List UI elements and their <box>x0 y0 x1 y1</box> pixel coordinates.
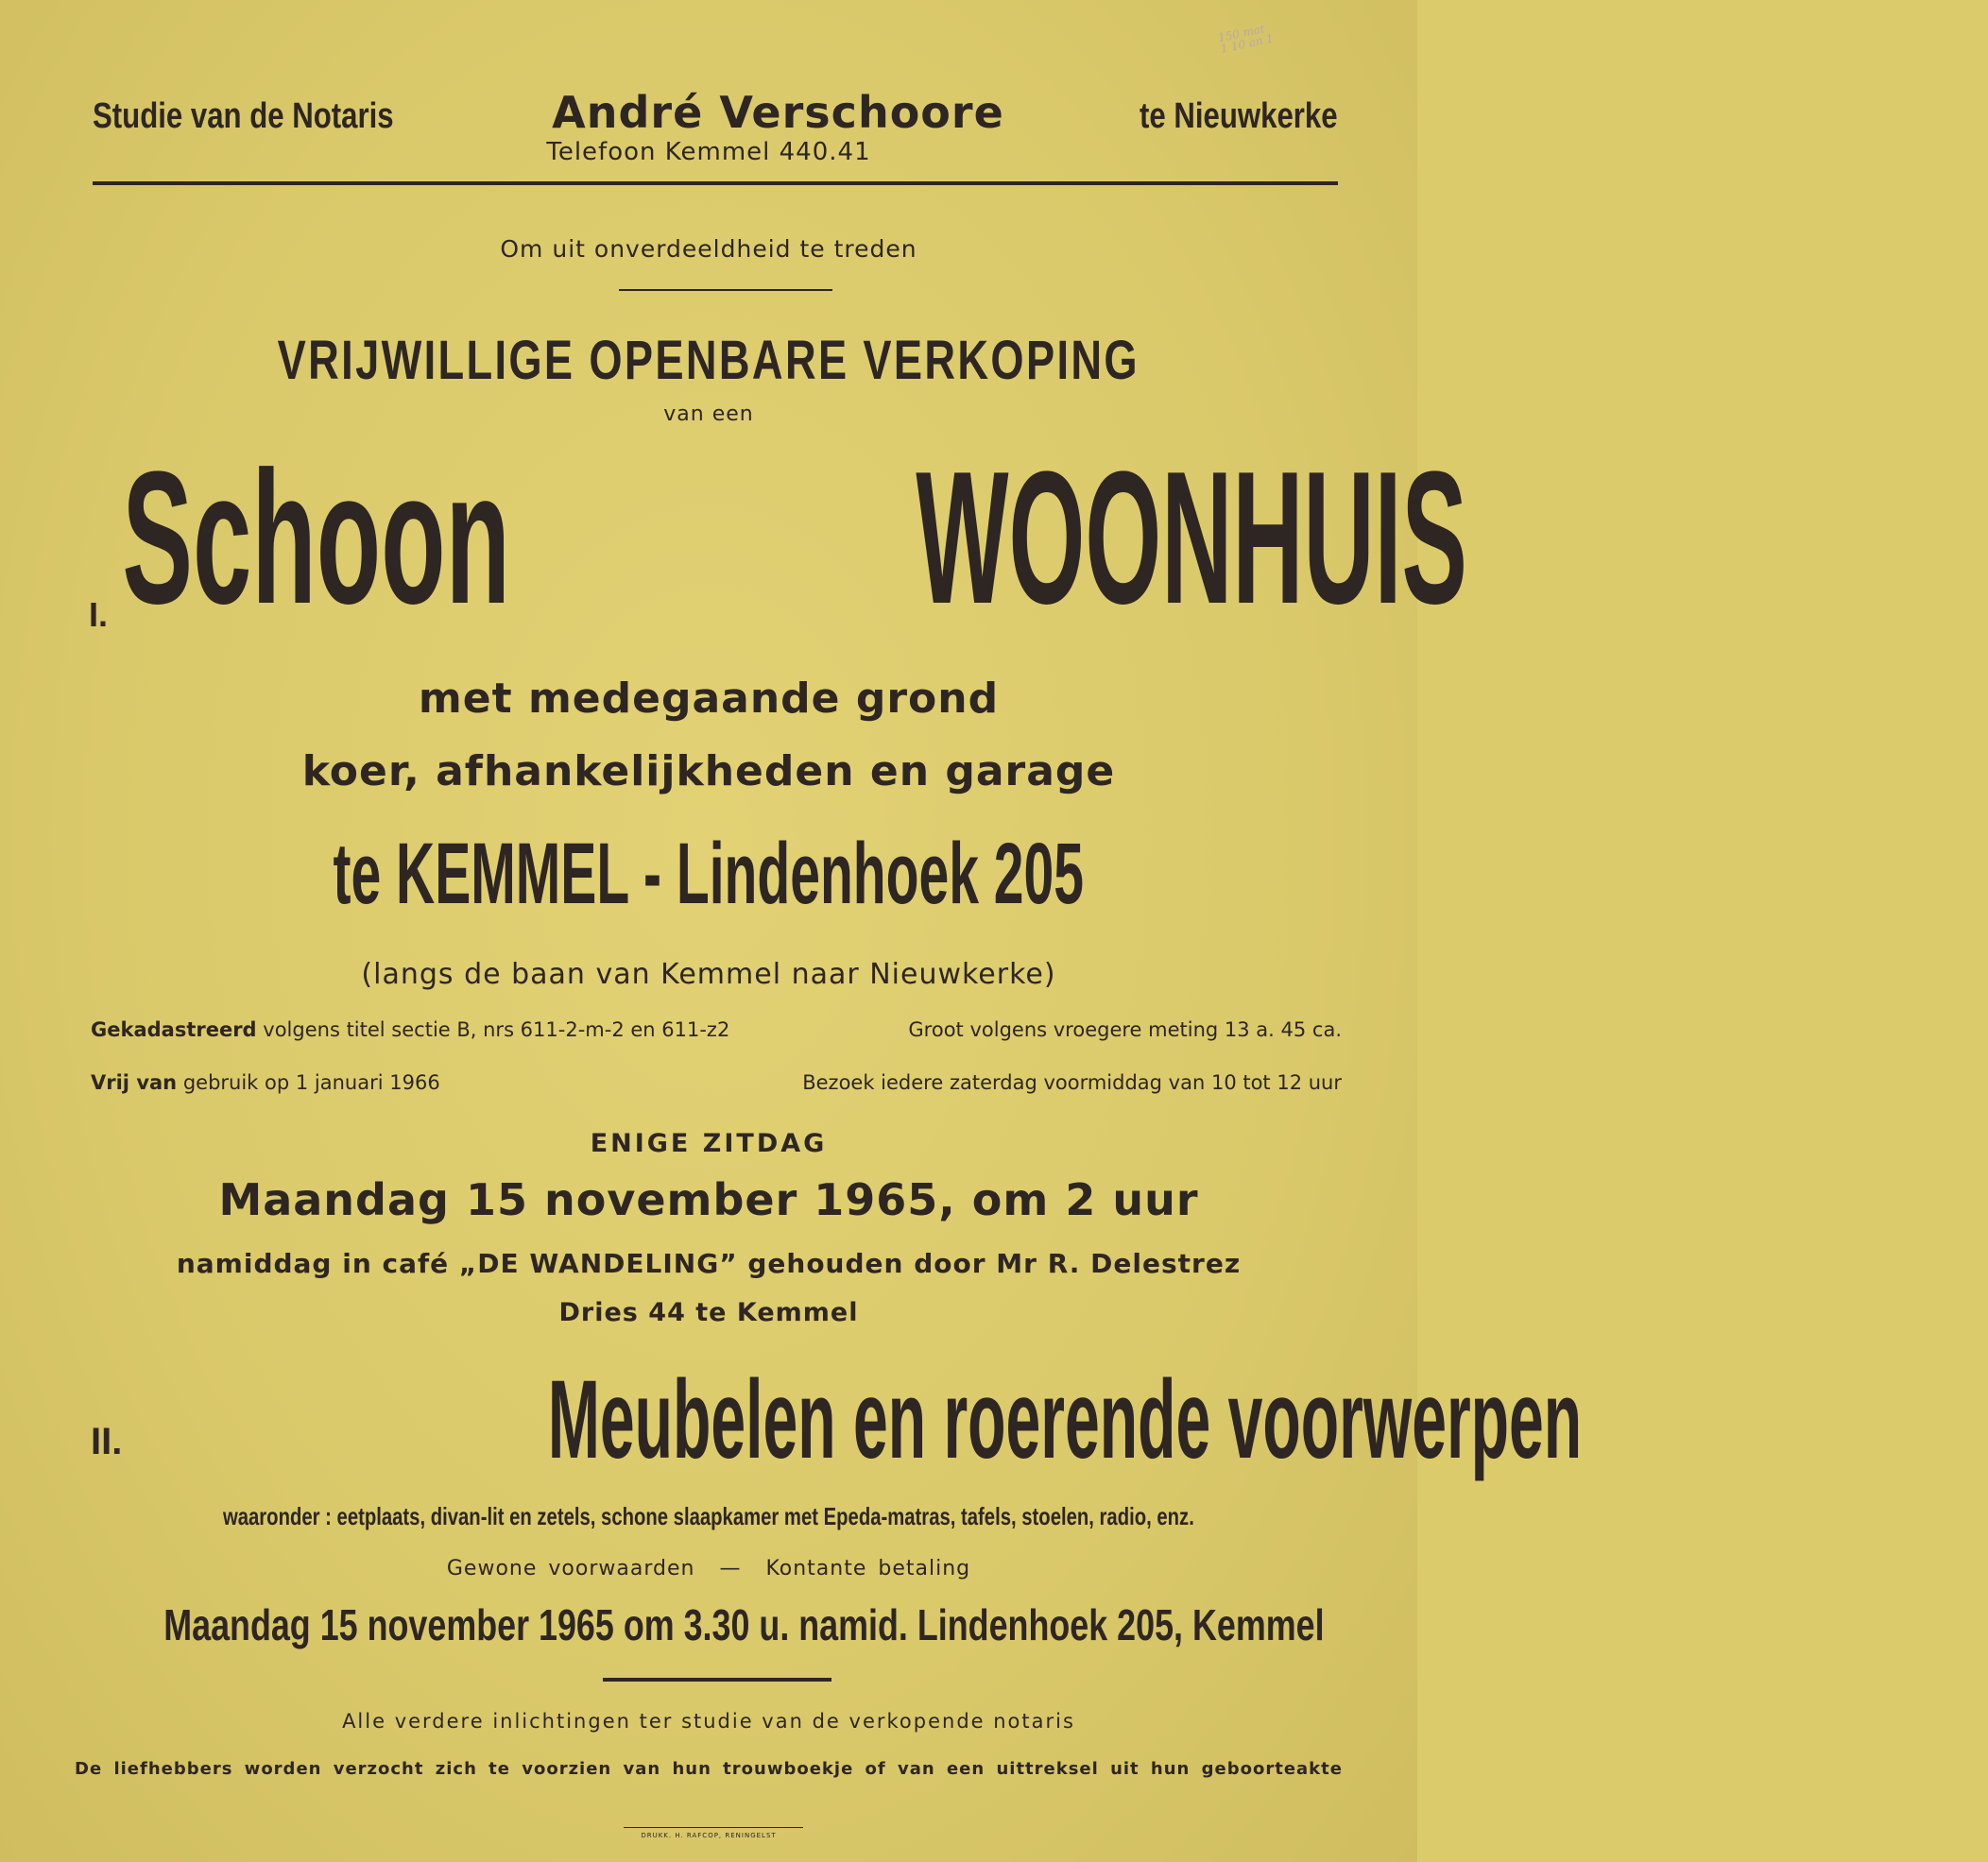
free-label: Vrij van <box>91 1071 178 1094</box>
lot2-date: Maandag 15 november 1965 om 3.30 u. namid. Lindenhoek 205, Kemmel <box>163 1600 1325 1649</box>
lot1-size: Groot volgens vroegere meting 13 a. 45 ca. <box>908 1018 1342 1041</box>
lot1-title-schoon: Schoon <box>122 433 511 643</box>
lot2-title: Meubelen en roerende voorwerpen <box>547 1358 1583 1482</box>
sale-title: VRIJWILLIGE OPENBARE VERKOPING <box>277 330 1140 391</box>
header-rule <box>93 181 1338 185</box>
lot1-location: te KEMMEL - Lindenhoek 205 <box>333 826 1085 922</box>
terms-b: Kontante betaling <box>765 1557 971 1580</box>
notary-name: André Verschoore <box>552 87 1004 138</box>
terms-a: Gewone voorwaarden <box>446 1557 695 1580</box>
lot1-line2: koer, afhankelijkheden en garage <box>301 747 1116 795</box>
free-text: gebruik op 1 januari 1966 <box>182 1071 440 1094</box>
footer-info: Alle verdere inlichtingen ter studie van de verkopende notaris <box>342 1710 1075 1733</box>
lot1-number: I. <box>89 595 109 634</box>
header-left: Studie van de Notaris <box>93 96 394 136</box>
header-right: te Nieuwkerke <box>1140 96 1338 136</box>
cadastre-text: volgens titel sectie B, nrs 611-2-m-2 en 611-z2 <box>263 1018 730 1041</box>
lot2-items: waaronder : eetplaats, divan-lit en zetels, schone slaapkamer met Epeda-matras, tafels, stoelen, radio, enz. <box>223 1502 1194 1530</box>
lot1-title-woonhuis: WOONHUIS <box>916 433 1467 643</box>
lot1-visit: Bezoek iedere zaterdag voormiddag van 10 tot 12 uur <box>802 1071 1342 1094</box>
session-label: ENIGE ZITDAG <box>590 1129 828 1158</box>
printer-rule <box>624 1827 803 1828</box>
terms-separator: — <box>719 1557 742 1580</box>
lot2-rule <box>603 1678 831 1682</box>
lot1-line1: met medegaande grond <box>418 675 1000 723</box>
lot1-venue: namiddag in café „DE WANDELING” gehouden door Mr R. Delestrez <box>176 1248 1242 1279</box>
lot2-number: II. <box>91 1421 123 1462</box>
lot1-date: Maandag 15 november 1965, om 2 uur <box>218 1174 1199 1225</box>
cadastre-label: Gekadastreerd <box>91 1018 257 1041</box>
intro-rule <box>619 289 832 291</box>
printer-credit: DRUKK. H. RAFCOP, RENINGELST <box>641 1832 777 1839</box>
lot1-route: (langs de baan van Kemmel naar Nieuwkerke) <box>361 958 1056 991</box>
intro-line: Om uit onverdeeldheid te treden <box>500 235 917 263</box>
phone-line: Telefoon Kemmel 440.41 <box>546 138 871 166</box>
lot1-address: Dries 44 te Kemmel <box>558 1298 859 1327</box>
footer-notice: De liefhebbers worden verzocht zich te voorzien van hun trouwboekje of van een uittreksel uit hun geboorteakte <box>75 1759 1343 1779</box>
pencil-note: 150 mat 1 10 an 1 <box>1216 22 1275 56</box>
notary-header <box>93 87 1338 138</box>
van-een: van een <box>663 402 754 426</box>
